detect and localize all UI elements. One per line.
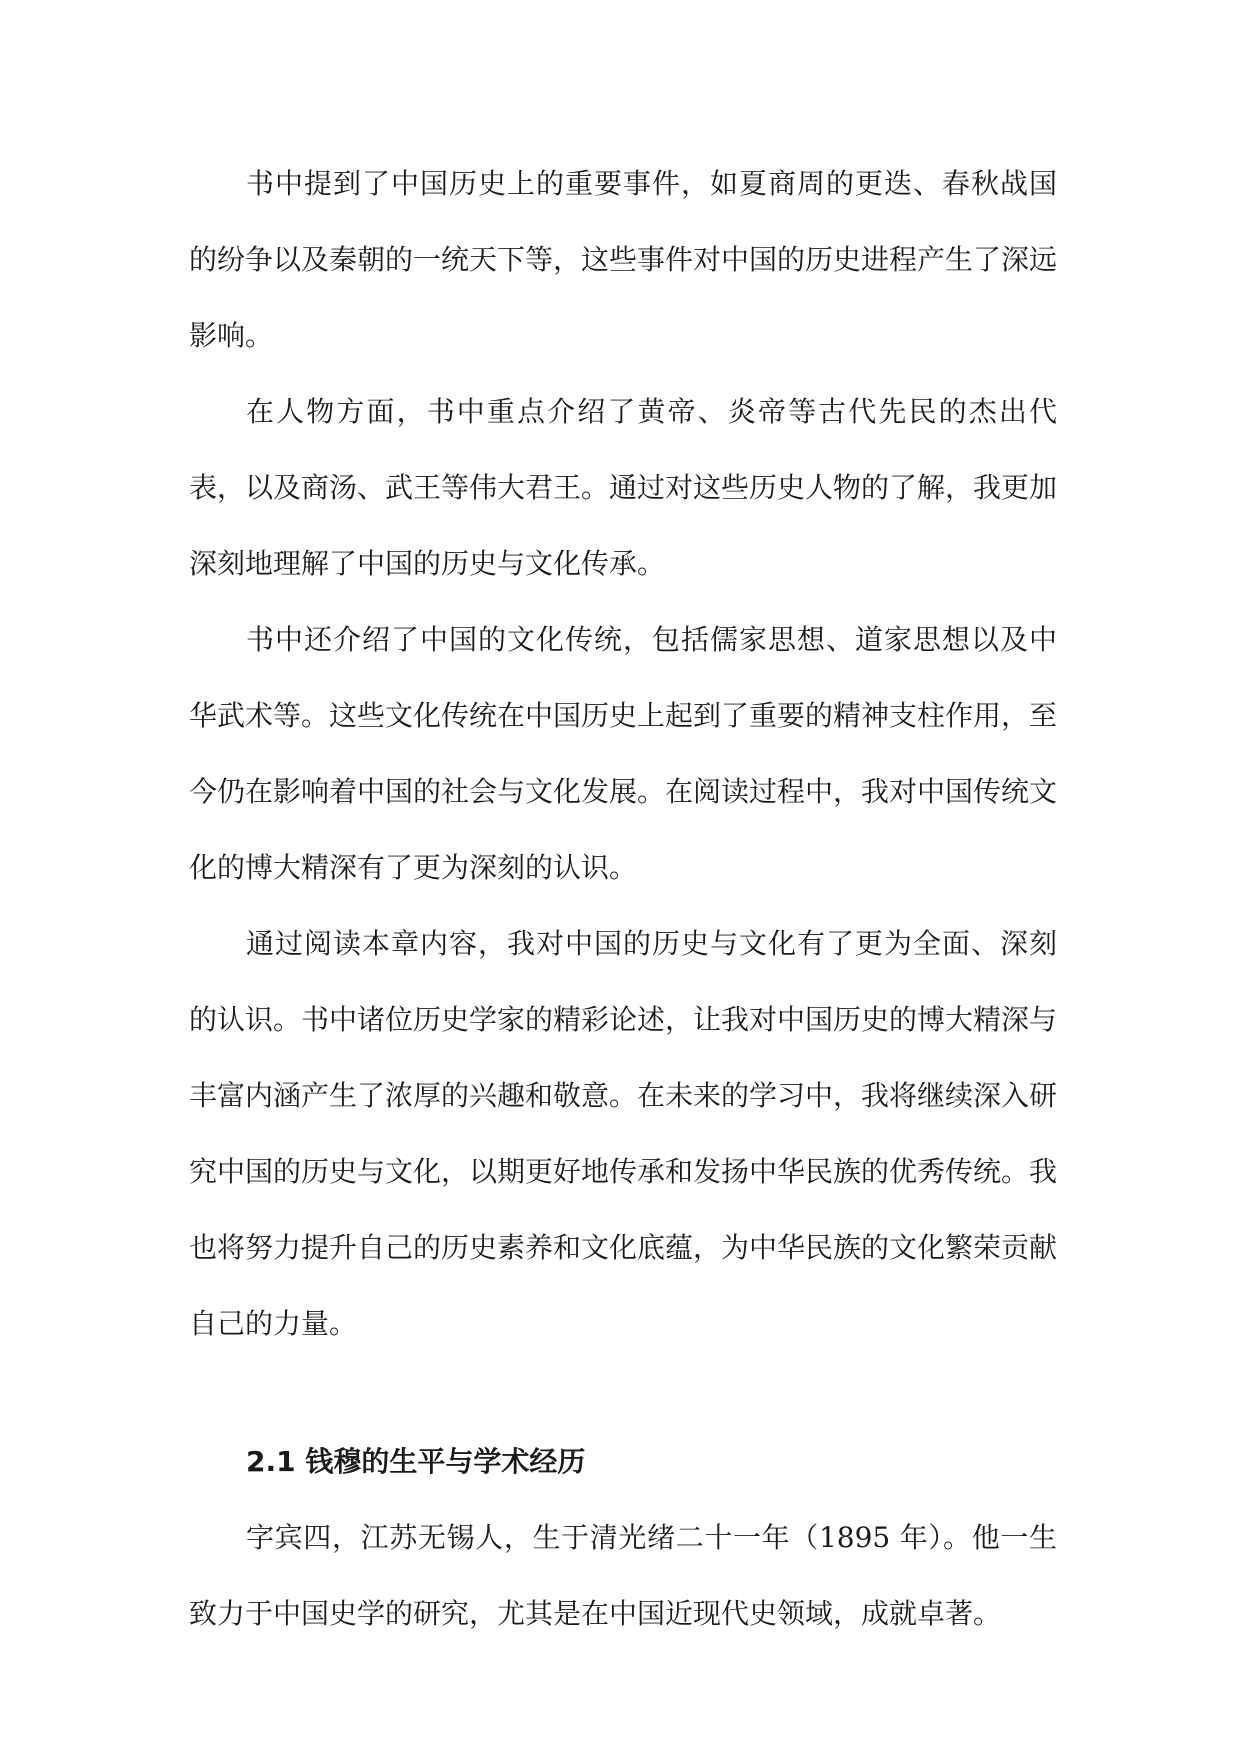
paragraph-historical-events: 书中提到了中国历史上的重要事件，如夏商周的更迭、春秋战国的纷争以及秦朝的一统天下等，这些事件对中国的历史进程产生了深远影响。 <box>189 167 1058 352</box>
section-heading: 2.1 钱穆的生平与学术经历 <box>246 1445 586 1478</box>
document-body <box>189 146 1057 1652</box>
paragraph-historical-figures: 在人物方面，书中重点介绍了黄帝、炎帝等古代先民的杰出代表，以及商汤、武王等伟大君王。通过对这些历史人物的了解，我更加深刻地理解了中国的历史与文化传承。 <box>189 395 1058 580</box>
paragraph-cultural-traditions: 书中还介绍了中国的文化传统，包括儒家思想、道家思想以及中华武术等。这些文化传统在中国历史上起到了重要的精神支柱作用，至今仍在影响着中国的社会与文化发展。在阅读过程中，我对中国传统文化的博大精深有了更为深刻的认识。 <box>189 623 1058 884</box>
paragraph-qian-mu-bio: 字宾四，江苏无锡人，生于清光绪二十一年（1895 年）。他一生致力于中国史学的研究，尤其是在中国近现代史领域，成就卓著。 <box>189 1521 1057 1630</box>
paragraph-reflection: 通过阅读本章内容，我对中国的历史与文化有了更为全面、深刻的认识。书中诸位历史学家的精彩论述，让我对中国历史的博大精深与丰富内涵产生了浓厚的兴趣和敬意。在未来的学习中，我将继续深入研究中国的历史与文化，以期更好地传承和发扬中华民族的优秀传统。我也将努力提升自己的历史素养和文化底蕴，为中华民族的文化繁荣贡献自己的力量。 <box>189 927 1058 1340</box>
